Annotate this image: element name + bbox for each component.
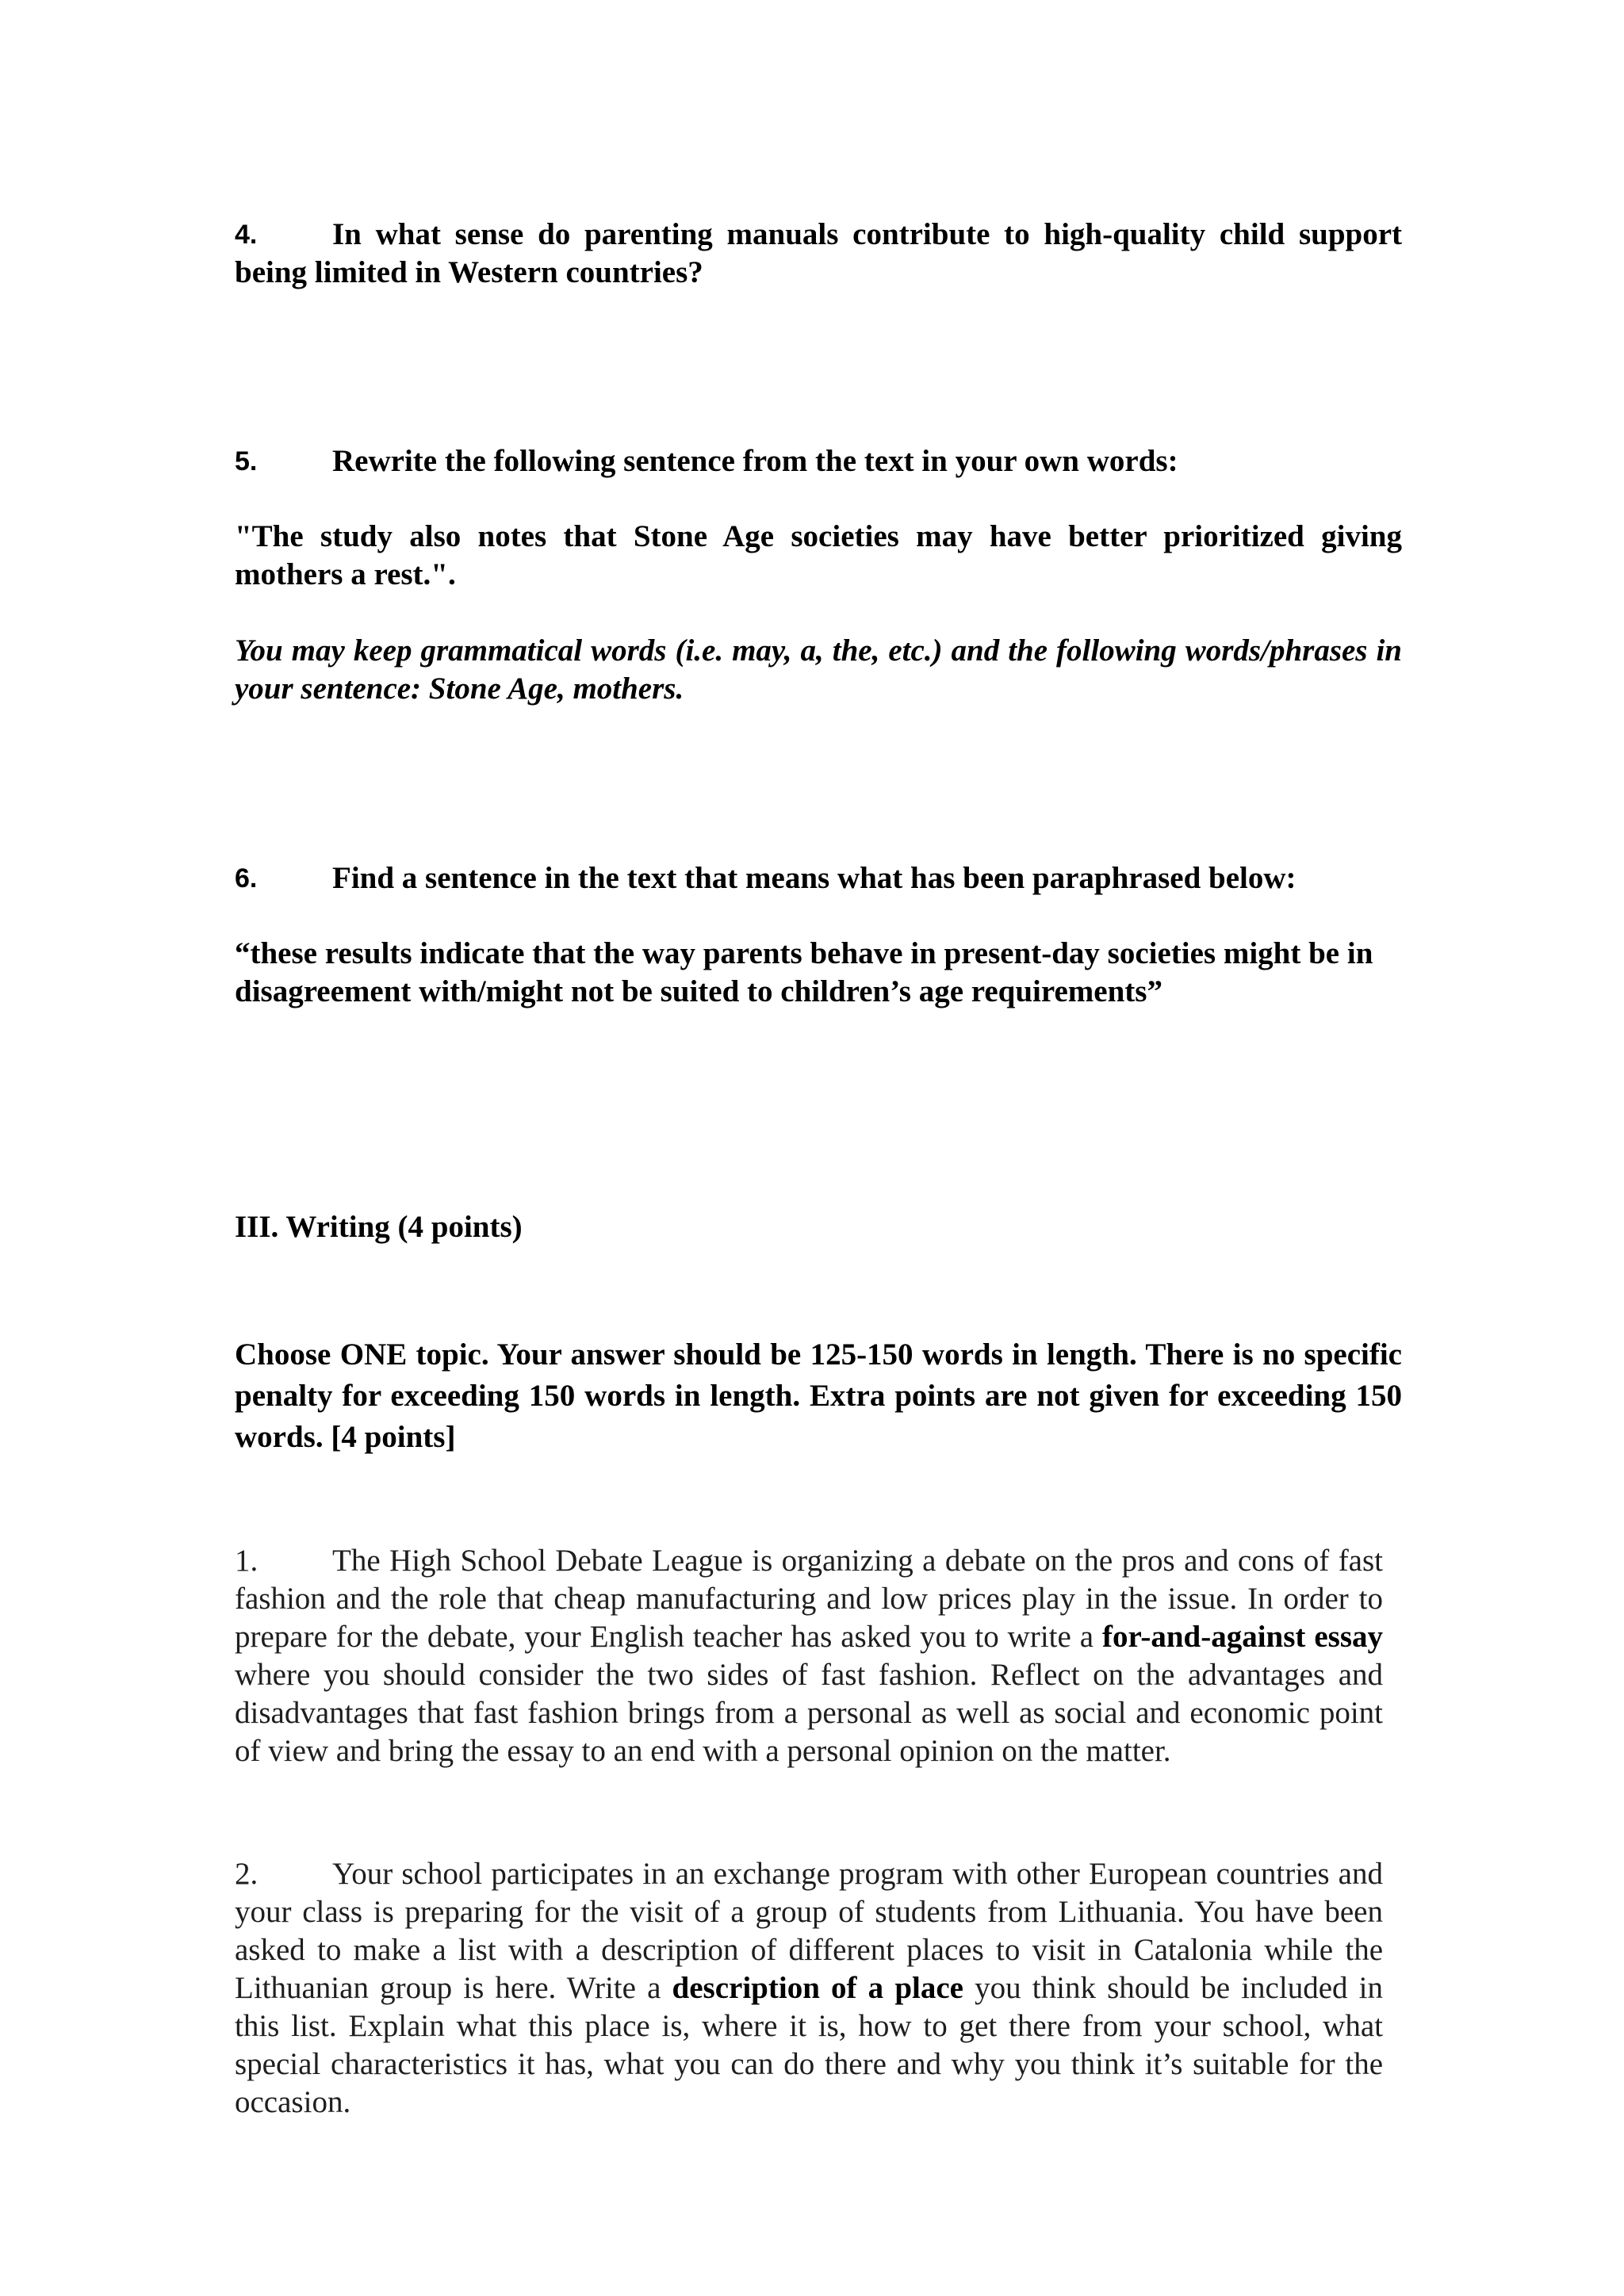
writing-topic-2 [235, 1855, 1383, 2122]
writing-topic-1 [235, 1542, 1383, 1770]
question-4-text: In what sense do parenting manuals contribute to high-quality child support being limited in Western countries? [235, 217, 1402, 289]
topic-2-number: 2. [235, 1857, 259, 1891]
question-5-instruction: You may keep grammatical words (i.e. may, a, the, etc.) and the following words/phrases in your sentence: Stone Age, mothers. [235, 633, 1402, 706]
topic-2-task-type: description of a place [672, 1971, 963, 2005]
question-6-quote: “these results indicate that the way parents behave in present-day societies might be in disagreement with/might not be suited to children’s age requirements” [235, 936, 1373, 1008]
question-4-number: 4. [235, 220, 258, 250]
question-6-text: Find a sentence in the text that means what has been paraphrased below: [332, 861, 1297, 895]
topic-1-text-b: where you should consider the two sides of fast fashion. Reflect on the advantages and disadvantages that fast fashion brings from a personal as well as social and economic point of view and bring the essay to an end with a personal opinion on the matter. [235, 1658, 1383, 1768]
topic-2-text [235, 1855, 1383, 2122]
topic-2-text-b: you think should be included in this list. Explain what this place is, where it is, how to get there from your school, what special characteristics it has, what you can do there and why you think it’s suitable for the occasion. [235, 1971, 1383, 2119]
topic-1-task-type: for-and-against essay [1102, 1620, 1383, 1654]
writing-instructions: Choose ONE topic. Your answer should be 125-150 words in length. There is no specific penalty for exceeding 150 words in length. Extra points are not given for exceeding 150 words. [4 points] [235, 1337, 1402, 1454]
question-5 [235, 442, 1402, 480]
question-5-number: 5. [235, 446, 258, 476]
topic-1-text [235, 1542, 1383, 1770]
question-5-quote: "The study also notes that Stone Age societies may have better prioritized giving mothers a rest.". [235, 519, 1402, 591]
question-6 [235, 859, 1402, 897]
writing-heading: III. Writing (4 points) [235, 1210, 523, 1244]
question-4 [235, 216, 1402, 292]
question-5-text: Rewrite the following sentence from the text in your own words: [332, 444, 1178, 478]
question-6-number: 6. [235, 863, 258, 894]
topic-1-text-a: The High School Debate League is organizing a debate on the pros and cons of fast fashion and the role that cheap manufacturing and low prices play in the issue. In order to prepare for the debate, your English teacher has asked you to write a [235, 1544, 1383, 1654]
topic-1-number: 1. [235, 1544, 259, 1578]
topic-2-text-a: Your school participates in an exchange program with other European countries and your class is preparing for the visit of a group of students from Lithuania. You have been asked to make a list with a description of different places to visit in Catalonia while the Lithuanian group is here. Write a [235, 1857, 1383, 2005]
